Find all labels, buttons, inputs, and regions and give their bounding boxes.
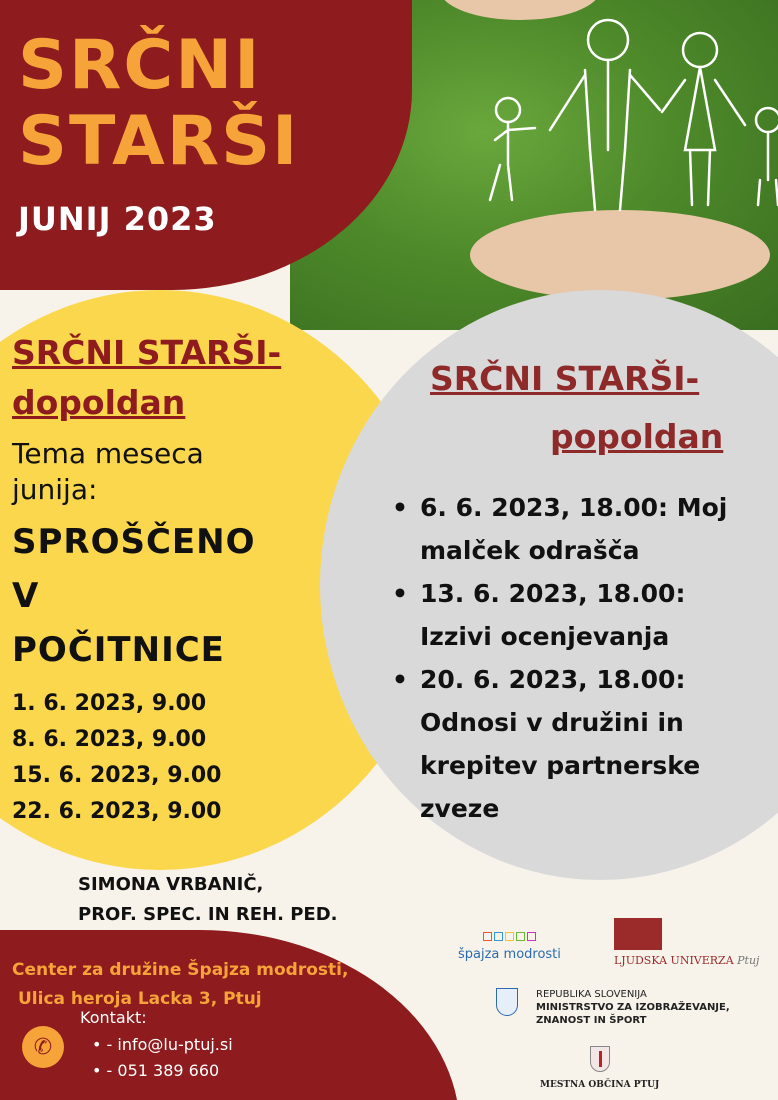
event-item: • 20. 6. 2023, 18.00: Odnosi v družini in krepitev partnerske zveze	[392, 658, 762, 830]
slovenia-crest-icon	[496, 988, 518, 1016]
morning-date: 22. 6. 2023, 9.00	[12, 799, 222, 824]
title-line-2: STARŠI	[18, 102, 300, 181]
spajza-modrosti-logo	[458, 926, 561, 962]
spajza-logo-text: špajza modrosti	[458, 947, 561, 962]
afternoon-heading	[430, 350, 723, 466]
lu-logo-text	[614, 954, 759, 967]
theme-title-line-1: SPROŠČENO	[12, 522, 256, 562]
lu-name: LJUDSKA UNIVERZA	[614, 954, 734, 967]
ptuj-shield-icon	[590, 1046, 610, 1072]
contact-list	[92, 1032, 233, 1084]
municipality-text: MESTNA OBČINA PTUJ	[540, 1080, 660, 1090]
title-line-1: SRČNI	[18, 26, 262, 105]
phone-icon: ✆	[22, 1026, 64, 1068]
morning-date: 1. 6. 2023, 9.00	[12, 691, 207, 716]
center-name: Center za družine Špajza modrosti,	[12, 960, 349, 980]
contact-email[interactable]: • - info@lu-ptuj.si	[92, 1032, 233, 1058]
event-item: • 6. 6. 2023, 18.00: Moj malček odrašča	[392, 486, 762, 572]
theme-label-line-1: Tema meseca	[12, 437, 204, 470]
theme-title-line-2: V	[12, 576, 40, 616]
contact-label: Kontakt:	[80, 1008, 147, 1027]
logo-squares	[458, 926, 561, 945]
afternoon-heading-line-2: popoldan	[550, 417, 724, 456]
theme-label	[12, 436, 204, 508]
afternoon-heading-line-1: SRČNI STARŠI-	[430, 359, 700, 398]
morning-heading-line-2: dopoldan	[12, 383, 186, 422]
contact-phone[interactable]: • - 051 389 660	[92, 1058, 233, 1084]
lecturer-title: PROF. SPEC. IN REH. PED.	[78, 904, 338, 925]
page-title	[18, 28, 299, 180]
municipality-logo	[540, 1046, 659, 1090]
morning-date: 8. 6. 2023, 9.00	[12, 727, 207, 752]
theme-title-line-3: POČITNICE	[12, 630, 225, 670]
afternoon-events	[392, 486, 762, 830]
theme-title	[12, 515, 256, 677]
center-street: Ulica heroja Lacka 3, Ptuj	[18, 989, 262, 1009]
theme-label-line-2: junija:	[12, 473, 98, 506]
event-item: • 13. 6. 2023, 18.00: Izzivi ocenjevanja	[392, 572, 762, 658]
lecturer-name: SIMONA VRBANIČ,	[78, 874, 264, 895]
ministry-line-3: ZNANOST IN ŠPORT	[536, 1015, 647, 1026]
center-address	[12, 956, 348, 1014]
ministry-text	[536, 988, 730, 1027]
lu-city: Ptuj	[737, 954, 760, 967]
morning-dates	[12, 686, 221, 830]
lecturer	[78, 870, 338, 930]
morning-heading	[12, 328, 281, 428]
ministry-line-2: MINISTRSTVO ZA IZOBRAŽEVANJE,	[536, 1002, 730, 1013]
morning-heading-line-1: SRČNI STARŠI-	[12, 333, 282, 372]
page-subtitle: JUNIJ 2023	[18, 200, 217, 238]
ministry-logo	[496, 988, 730, 1027]
ministry-line-1: REPUBLIKA SLOVENIJA	[536, 989, 647, 1000]
building-icon	[614, 918, 662, 950]
morning-date: 15. 6. 2023, 9.00	[12, 763, 222, 788]
ljudska-univerza-logo	[614, 918, 759, 967]
